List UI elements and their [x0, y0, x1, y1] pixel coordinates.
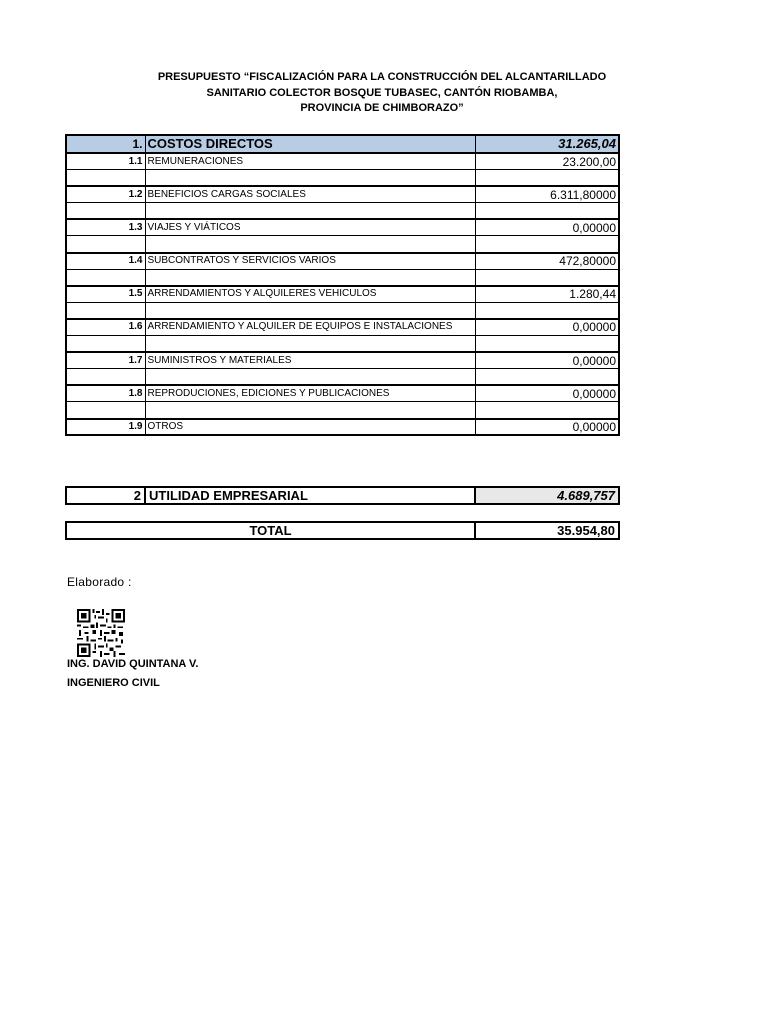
item-number: 1.6 — [66, 319, 145, 336]
item-label: BENEFICIOS CARGAS SOCIALES — [145, 186, 475, 203]
item-value: 23.200,00 — [475, 153, 619, 170]
item-label: ARRENDAMIENTO Y ALQUILER DE EQUIPOS E INSTALACIONES — [145, 319, 475, 336]
item-label: REPRODUCIONES, EDICIONES Y PUBLICACIONES — [145, 385, 475, 402]
item-value: 0,00000 — [475, 419, 619, 436]
section-value: 31.265,04 — [475, 135, 619, 153]
section-direct-costs-row — [66, 135, 619, 153]
total-row — [66, 522, 619, 539]
spacer-row — [66, 203, 619, 220]
item-number: 1.8 — [66, 385, 145, 402]
section-label: COSTOS DIRECTOS — [145, 135, 475, 153]
empty-cell — [145, 203, 475, 220]
utility-row — [66, 487, 619, 504]
spacer-row — [66, 269, 619, 286]
total-value: 35.954,80 — [475, 522, 619, 539]
empty-cell — [66, 402, 145, 419]
item-number: 1.9 — [66, 419, 145, 436]
empty-cell — [145, 369, 475, 386]
cost-item-row — [66, 352, 619, 369]
empty-cell — [475, 269, 619, 286]
item-value: 0,00000 — [475, 219, 619, 236]
spacer-row — [66, 302, 619, 319]
item-number: 1.1 — [66, 153, 145, 170]
spacer-row — [66, 236, 619, 253]
empty-cell — [66, 203, 145, 220]
empty-cell — [475, 369, 619, 386]
elaborado-label: Elaborado : — [67, 575, 132, 589]
empty-cell — [145, 170, 475, 187]
empty-cell — [475, 402, 619, 419]
empty-cell — [475, 302, 619, 319]
cost-item-row — [66, 286, 619, 303]
section-number: 1. — [66, 135, 145, 153]
item-value: 472,80000 — [475, 253, 619, 270]
spacer-row — [66, 402, 619, 419]
empty-cell — [66, 236, 145, 253]
item-label: VIAJES Y VIÁTICOS — [145, 219, 475, 236]
item-number: 1.2 — [66, 186, 145, 203]
empty-cell — [66, 369, 145, 386]
cost-item-row — [66, 153, 619, 170]
spacer-row — [66, 369, 619, 386]
item-number: 1.3 — [66, 219, 145, 236]
cost-item-row — [66, 319, 619, 336]
total-table — [65, 521, 620, 540]
empty-cell — [66, 302, 145, 319]
item-value: 0,00000 — [475, 385, 619, 402]
empty-cell — [145, 269, 475, 286]
direct-costs-table — [65, 134, 620, 436]
document-title — [100, 70, 664, 117]
item-value: 6.311,80000 — [475, 186, 619, 203]
signer-name: ING. DAVID QUINTANA V. — [67, 658, 199, 670]
item-number: 1.7 — [66, 352, 145, 369]
empty-cell — [145, 236, 475, 253]
empty-cell — [66, 170, 145, 187]
item-label: ARRENDAMIENTOS Y ALQUILERES VEHICULOS — [145, 286, 475, 303]
cost-item-row — [66, 385, 619, 402]
utility-value: 4.689,757 — [475, 487, 619, 504]
item-value: 0,00000 — [475, 319, 619, 336]
item-number: 1.5 — [66, 286, 145, 303]
item-label: OTROS — [145, 419, 475, 436]
cost-item-row — [66, 419, 619, 436]
empty-cell — [475, 336, 619, 353]
item-label: SUMINISTROS Y MATERIALES — [145, 352, 475, 369]
title-line-3: PROVINCIA DE CHIMBORAZO” — [300, 102, 464, 114]
qr-code-icon — [77, 609, 125, 657]
empty-cell — [475, 170, 619, 187]
title-line-1: PRESUPUESTO “FISCALIZACIÓN PARA LA CONSTRUCCIÓN DEL ALCANTARILLADO — [157, 71, 607, 83]
empty-cell — [66, 336, 145, 353]
spacer-row — [66, 336, 619, 353]
cost-item-row — [66, 186, 619, 203]
cost-item-row — [66, 253, 619, 270]
empty-cell — [475, 236, 619, 253]
title-line-2: SANITARIO COLECTOR BOSQUE TUBASEC, CANTÓN RIOBAMBA, — [206, 86, 558, 99]
empty-cell — [475, 203, 619, 220]
utility-table — [65, 486, 620, 505]
utility-label: UTILIDAD EMPRESARIAL — [145, 487, 475, 504]
cost-item-row — [66, 219, 619, 236]
item-value: 1.280,44 — [475, 286, 619, 303]
item-number: 1.4 — [66, 253, 145, 270]
empty-cell — [145, 302, 475, 319]
empty-cell — [66, 269, 145, 286]
signer-role: INGENIERO CIVIL — [67, 677, 160, 689]
item-label: SUBCONTRATOS Y SERVICIOS VARIOS — [145, 253, 475, 270]
item-label: REMUNERACIONES — [145, 153, 475, 170]
total-label: TOTAL — [66, 522, 475, 539]
spacer-row — [66, 170, 619, 187]
item-value: 0,00000 — [475, 352, 619, 369]
empty-cell — [145, 402, 475, 419]
utility-number: 2 — [66, 487, 145, 504]
empty-cell — [145, 336, 475, 353]
